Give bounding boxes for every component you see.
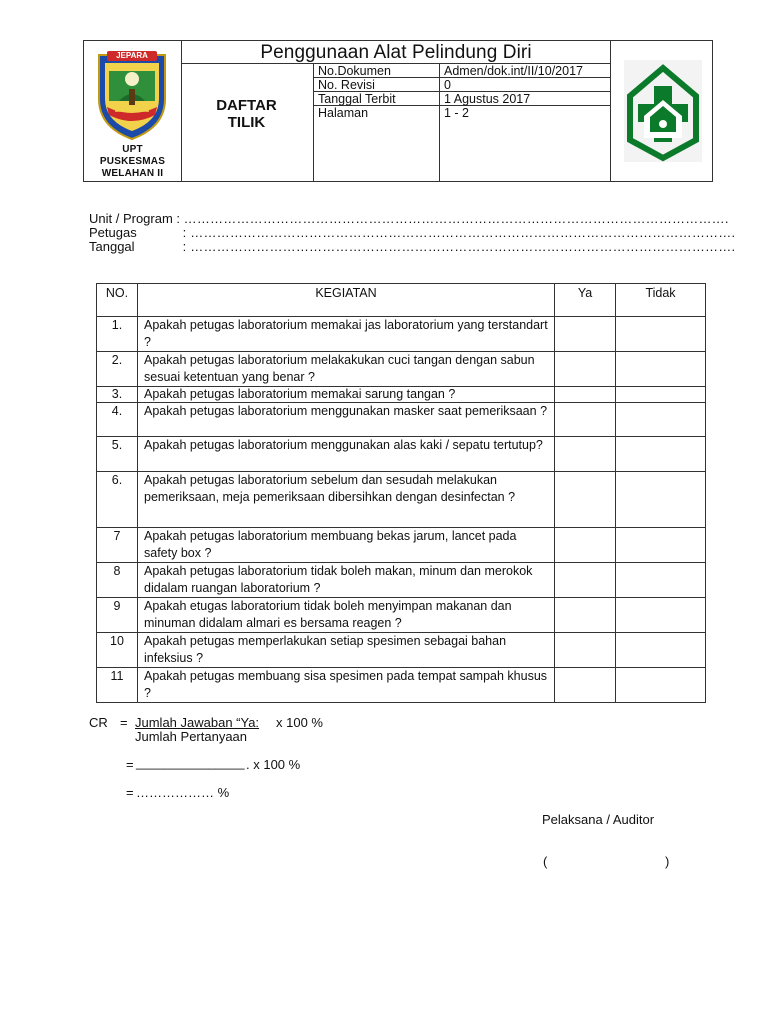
document-type-line-1: DAFTAR: [216, 97, 277, 114]
ya-checkbox-cell[interactable]: [555, 437, 616, 472]
table-row: [97, 668, 706, 703]
organization-name: [84, 144, 181, 180]
tidak-checkbox-cell[interactable]: [616, 528, 706, 563]
petugas-dots: : …………………………………………………………………………………………………………….: [182, 225, 736, 240]
table-row: [97, 472, 706, 528]
row-question: Apakah petugas laboratorium memakai jas laboratorium yang terstandart ?: [138, 317, 555, 352]
unit-program-label: Unit / Program :: [89, 211, 181, 226]
formula-numerator: Jumlah Jawaban “Ya:: [135, 715, 260, 730]
ya-checkbox-cell[interactable]: [555, 317, 616, 352]
row-question: Apakah petugas laboratorium tidak boleh makan, minum dan merokok didalam ruangan laboratorium ?: [138, 563, 555, 598]
formula-equals-3: =: [126, 785, 134, 800]
tidak-checkbox-cell[interactable]: [616, 437, 706, 472]
row-question: Apakah petugas laboratorium memakai sarung tangan ?: [138, 387, 555, 403]
meta-value-no-dokumen: Admen/dok.int/II/10/2017: [444, 64, 583, 78]
table-row: [97, 598, 706, 633]
row-number: 3.: [97, 387, 138, 403]
formula-denominator: Jumlah Pertanyaan: [135, 729, 248, 744]
row-number: 9: [97, 598, 138, 633]
table-row: [97, 633, 706, 668]
cr-equals: =: [120, 715, 128, 730]
table-row: [97, 317, 706, 352]
tanggal-label: Tanggal: [89, 239, 135, 254]
row-number: 7: [97, 528, 138, 563]
meta-value-tanggal-terbit: 1 Agustus 2017: [444, 92, 531, 106]
tidak-checkbox-cell[interactable]: [616, 403, 706, 437]
document-type-line-2: TILIK: [227, 114, 266, 131]
cr-label: CR: [89, 715, 108, 730]
org-line-3: WELAHAN II: [101, 168, 164, 179]
puskesmas-logo: [624, 60, 702, 162]
table-row: [97, 563, 706, 598]
row-question: Apakah petugas laboratorium melakakukan cuci tangan dengan sabun sesuai ketentuan yang benar ?: [138, 352, 555, 387]
checklist-table: [96, 283, 706, 703]
ya-checkbox-cell[interactable]: [555, 403, 616, 437]
table-row: [97, 528, 706, 563]
meta-value-halaman: 1 - 2: [444, 106, 470, 120]
tidak-checkbox-cell[interactable]: [616, 387, 706, 403]
unit-program-field: [89, 211, 729, 226]
header-kegiatan: KEGIATAN: [138, 284, 555, 317]
table-row: [97, 437, 706, 472]
formula-equals-2: =: [126, 757, 134, 772]
row-question: Apakah petugas laboratorium membuang bekas jarum, lancet pada safety box ?: [138, 528, 555, 563]
petugas-label: Petugas: [89, 225, 137, 240]
ya-checkbox-cell[interactable]: [555, 563, 616, 598]
meta-label-no-dokumen: No.Dokumen: [318, 64, 391, 78]
row-question: Apakah petugas laboratorium sebelum dan sesudah melakukan pemeriksaan, meja pemeriksaan dibersihkan dengan desinfectan ?: [138, 472, 555, 528]
row-question: Apakah petugas memperlakukan setiap spesimen sebagai bahan infeksius ?: [138, 633, 555, 668]
formula-multiplier-2: . x 100 %: [246, 757, 301, 772]
meta-label-no-revisi: No. Revisi: [318, 78, 375, 92]
document-header: [83, 40, 713, 182]
ya-checkbox-cell[interactable]: [555, 528, 616, 563]
formula-result: ……………… %: [136, 785, 230, 800]
org-line-2: PUSKESMAS: [99, 156, 166, 167]
row-question: Apakah petugas laboratorium menggunakan alas kaki / sepatu tertutup?: [138, 437, 555, 472]
tidak-checkbox-cell[interactable]: [616, 352, 706, 387]
jepara-logo: [93, 49, 171, 141]
tidak-checkbox-cell[interactable]: [616, 598, 706, 633]
row-question: Apakah petugas membuang sisa spesimen pada tempat sampah khusus ?: [138, 668, 555, 703]
formula-multiplier: x 100 %: [276, 715, 323, 730]
petugas-field: [89, 225, 735, 240]
row-number: 1.: [97, 317, 138, 352]
table-row: [97, 387, 706, 403]
ya-checkbox-cell[interactable]: [555, 472, 616, 528]
tidak-checkbox-cell[interactable]: [616, 668, 706, 703]
row-number: 10: [97, 633, 138, 668]
row-number: 11: [97, 668, 138, 703]
row-number: 2.: [97, 352, 138, 387]
tidak-checkbox-cell[interactable]: [616, 633, 706, 668]
meta-label-tanggal-terbit: Tanggal Terbit: [318, 92, 396, 106]
row-number: 4.: [97, 403, 138, 437]
tidak-checkbox-cell[interactable]: [616, 317, 706, 352]
document-title: Penggunaan Alat Pelindung Diri: [260, 42, 532, 63]
unit-program-dots: …………………………………………………………………………………………………………….: [183, 211, 729, 226]
ya-checkbox-cell[interactable]: [555, 352, 616, 387]
meta-value-no-revisi: 0: [444, 78, 451, 92]
header-tidak: Tidak: [616, 284, 706, 317]
row-number: 6.: [97, 472, 138, 528]
row-question: Apakah petugas laboratorium menggunakan masker saat pemeriksaan ?: [138, 403, 555, 437]
ya-checkbox-cell[interactable]: [555, 598, 616, 633]
tidak-checkbox-cell[interactable]: [616, 472, 706, 528]
formula-blank-line: _______________: [136, 755, 245, 770]
tidak-checkbox-cell[interactable]: [616, 563, 706, 598]
row-number: 8: [97, 563, 138, 598]
meta-label-halaman: Halaman: [318, 106, 369, 120]
header-no: NO.: [97, 284, 138, 317]
table-row: [97, 403, 706, 437]
row-number: 5.: [97, 437, 138, 472]
logo-banner-text: JEPARA: [116, 51, 148, 60]
ya-checkbox-cell[interactable]: [555, 668, 616, 703]
signature-label: Pelaksana / Auditor: [542, 812, 655, 827]
ya-checkbox-cell[interactable]: [555, 387, 616, 403]
logo-banner: [107, 51, 157, 61]
signature-close-paren: ): [665, 854, 670, 869]
row-question: Apakah etugas laboratorium tidak boleh menyimpan makanan dan minuman didalam almari es bersama reagen ?: [138, 598, 555, 633]
table-row: [97, 352, 706, 387]
ya-checkbox-cell[interactable]: [555, 633, 616, 668]
table-header-row: [97, 284, 706, 317]
org-line-1: UPT: [122, 144, 143, 155]
document-type: [181, 97, 312, 131]
tanggal-dots: : …………………………………………………………………………………………………………….: [182, 239, 736, 254]
tanggal-field: [89, 239, 735, 254]
signature-open-paren: (: [543, 854, 548, 869]
header-ya: Ya: [555, 284, 616, 317]
